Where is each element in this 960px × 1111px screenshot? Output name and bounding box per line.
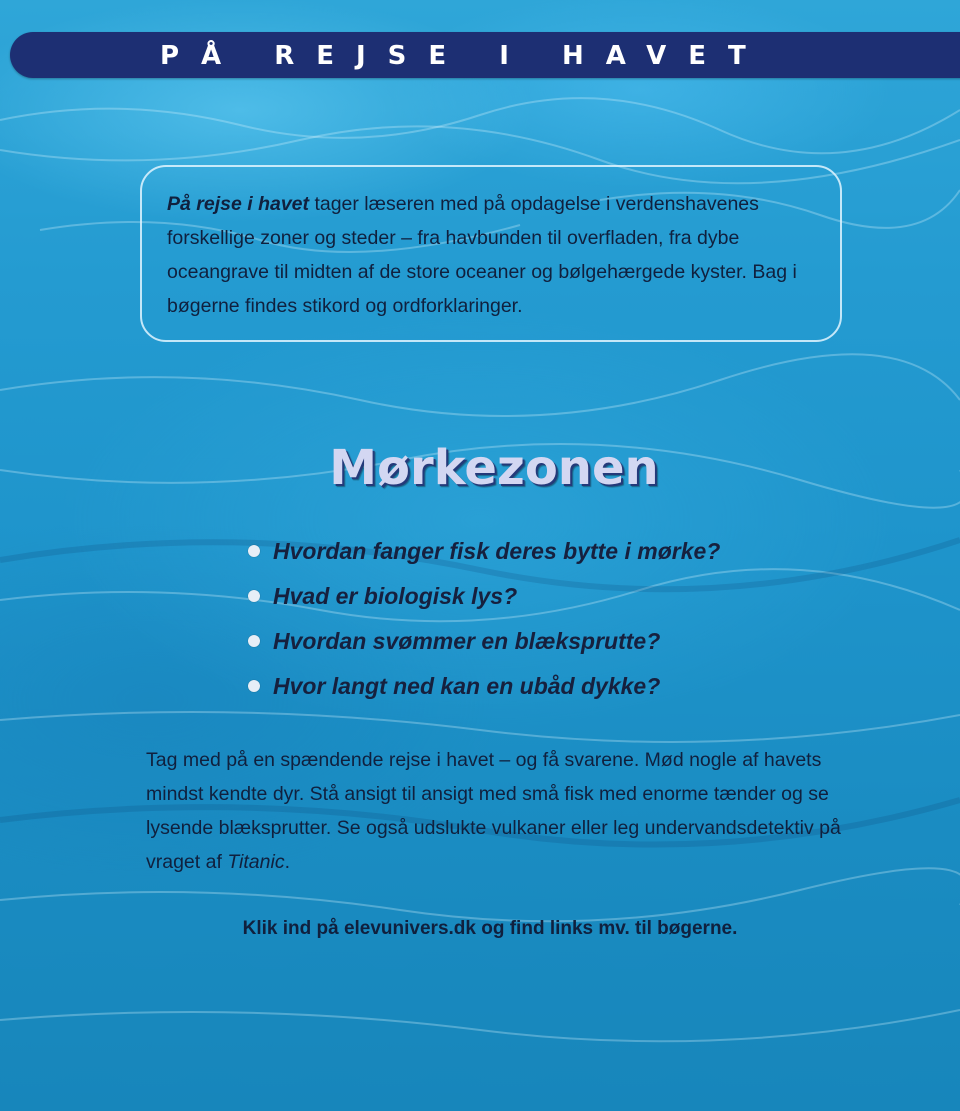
question-item bbox=[248, 532, 908, 577]
website-link-text: Klik ind på elevunivers.dk og find links mv. til bøgerne. bbox=[242, 918, 738, 939]
question-list bbox=[248, 532, 908, 712]
intro-description: tager læseren med på opdagelse i verdenshavenes forskellige zoner og steder – fra havbunden til overfladen, fra dybe oceangrave til midten af de store oceaner og bølgehærgede kyster. Bag i bøgerne findes stikord og ordforklaringer. bbox=[167, 193, 797, 317]
question-item bbox=[248, 667, 908, 712]
question-item bbox=[248, 622, 908, 667]
intro-text bbox=[167, 187, 827, 323]
question-text: Hvor langt ned kan en ubåd dykke? bbox=[273, 673, 661, 699]
body-text bbox=[146, 743, 866, 879]
question-text: Hvordan fanger fisk deres bytte i mørke? bbox=[273, 538, 721, 564]
question-text: Hvad er biologisk lys? bbox=[273, 583, 518, 609]
question-text: Hvordan svømmer en blæksprutte? bbox=[273, 628, 661, 654]
ship-name: Titanic bbox=[227, 851, 285, 873]
body-end-punct: . bbox=[284, 851, 290, 873]
bullet-icon bbox=[248, 590, 260, 602]
intro-series-name: På rejse i havet bbox=[167, 193, 310, 215]
body-paragraph: Tag med på en spændende rejse i havet – og få svarene. Mød nogle af havets mindst kendte dyr. Stå ansigt til ansigt med små fisk med enorme tænder og se lysende blæksprutter. Se også udslukte vulkaner eller leg undervandsdetektiv på vraget af bbox=[146, 749, 841, 873]
bullet-icon bbox=[248, 680, 260, 692]
question-item bbox=[248, 577, 908, 622]
bullet-icon bbox=[248, 635, 260, 647]
intro-box bbox=[140, 165, 842, 342]
book-title: Mørkezonen bbox=[329, 440, 659, 496]
bullet-icon bbox=[248, 545, 260, 557]
series-title: PÅ REJSE I HAVET bbox=[160, 41, 768, 71]
